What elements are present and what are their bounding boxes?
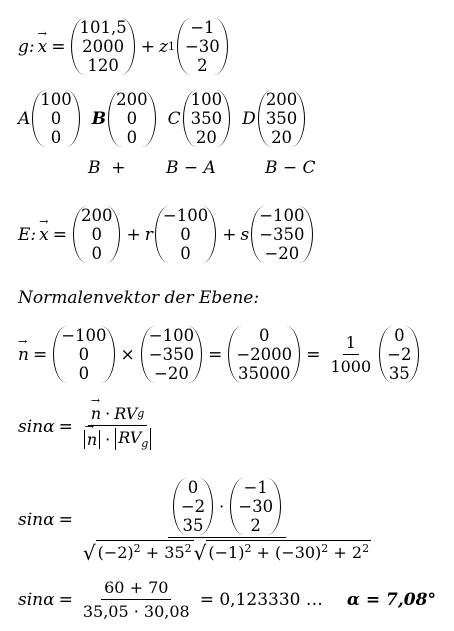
point-d-label: D	[242, 108, 256, 129]
vector-entry: 200	[116, 90, 148, 109]
sin-alpha-label: sinα	[18, 589, 55, 610]
sin-values-fraction	[80, 478, 374, 565]
support-vector-g	[71, 18, 134, 75]
vector-entry: 0	[78, 345, 90, 364]
fraction-numerator	[168, 478, 286, 538]
sin-alpha-label: sinα	[18, 417, 55, 437]
term: + (−30)	[256, 543, 322, 562]
parameter-r: r	[144, 224, 153, 245]
sin-value: = 0,123330 …	[199, 589, 323, 610]
vector-entry: 20	[195, 128, 217, 147]
sin-formula	[18, 404, 158, 450]
cross-vector-2	[141, 326, 202, 383]
vector-entry: −350	[259, 225, 305, 244]
fraction-denominator	[80, 538, 374, 565]
plane-e-label: E:	[18, 224, 37, 245]
term: (−2)	[97, 543, 134, 562]
sqrt-symbol: √	[193, 541, 207, 565]
points-row	[18, 90, 307, 147]
cross-result-vector	[228, 326, 300, 383]
abs-rv	[115, 428, 151, 450]
vector-entry: 350	[190, 109, 223, 128]
sin-result	[18, 578, 436, 621]
vector-n-symbol: → n	[18, 345, 29, 365]
vector-entry: −350	[148, 345, 195, 364]
vector-x-symbol: → x	[39, 225, 49, 245]
equals-sign: =	[58, 589, 73, 610]
normal-vector-heading: Normalenvektor der Ebene:	[18, 288, 260, 308]
point-a-vector	[32, 90, 80, 147]
exponent: 2	[321, 542, 329, 555]
sin-values	[18, 478, 377, 565]
point-c-vector	[183, 90, 231, 147]
combo-b-minus-c: B − C	[265, 158, 316, 178]
vector-entry: 0	[78, 364, 90, 383]
parameter-subscript: 1	[167, 40, 175, 53]
cross-product-sign: ×	[120, 344, 135, 365]
line-g-label: g:	[18, 36, 35, 57]
vector-entry: 0	[187, 478, 199, 497]
vector-entry: −2	[387, 345, 412, 364]
vector-entry: 200	[265, 90, 298, 109]
point-d-vector	[258, 90, 306, 147]
point-c-label: C	[167, 108, 181, 129]
term: + 2	[333, 543, 363, 562]
vector-entry: 35000	[238, 364, 291, 383]
rv-subscript: g	[137, 407, 145, 420]
sqrt-normal	[82, 540, 194, 565]
vector-entry: −30	[238, 497, 274, 516]
abs-n: → n	[84, 430, 100, 449]
sin-formula-fraction	[80, 404, 155, 450]
vector-entry: −2000	[236, 345, 293, 364]
point-b-vector	[108, 90, 156, 147]
vector-entry: 2	[197, 56, 208, 75]
combo-b-minus-a: B − A	[166, 158, 216, 178]
direction-vector-g	[230, 478, 281, 535]
equals-sign: =	[32, 344, 48, 365]
vector-entry: 0	[91, 225, 102, 244]
vector-entry: 0	[180, 244, 191, 263]
combo-b-plus: B +	[88, 158, 126, 178]
exponent: 2	[244, 542, 252, 555]
vector-entry: −100	[162, 206, 209, 225]
vector-entry: −2	[180, 497, 206, 516]
fraction-numerator: 60 + 70	[101, 578, 171, 600]
vector-entry: 2	[250, 516, 261, 535]
fraction-denominator	[80, 426, 155, 450]
direction-vector-e2	[251, 206, 312, 263]
sin-result-fraction	[80, 578, 193, 621]
vector-entry: −20	[154, 364, 189, 383]
sin-alpha-label: sinα	[18, 510, 55, 530]
term: + 35	[145, 543, 185, 562]
vector-entry: 0	[259, 326, 270, 345]
fraction-numerator	[88, 404, 147, 426]
plus-sign: +	[126, 224, 141, 245]
vector-entry: −30	[184, 37, 220, 56]
vector-entry: 0	[50, 109, 62, 128]
vector-x-symbol: → x	[38, 37, 48, 57]
vector-entry: 0	[126, 128, 138, 147]
exponent: 2	[184, 542, 192, 555]
dot-sign: ·	[219, 497, 225, 516]
vector-entry: 0	[126, 109, 138, 128]
sqrt-radicand	[96, 540, 194, 562]
term: (−1)	[208, 543, 245, 562]
parameter-s: s	[240, 224, 250, 245]
parameter-z: z	[158, 36, 168, 57]
vector-entry: 0	[50, 128, 62, 147]
scale-fraction	[327, 333, 374, 376]
vector-entry: 0	[394, 326, 405, 345]
rv-symbol: RV	[118, 428, 142, 447]
equals-sign: =	[52, 224, 67, 245]
vector-entry: 101,5	[79, 18, 127, 37]
equals-sign: =	[58, 417, 73, 437]
point-b-label: B	[91, 108, 107, 129]
vector-entry: 200	[80, 206, 113, 225]
exponent: 2	[362, 542, 370, 555]
alpha-result: α = 7,08°	[346, 589, 436, 610]
vector-entry: 20	[271, 128, 293, 147]
plus-sign: +	[140, 36, 155, 57]
vector-entry: 0	[180, 225, 191, 244]
equals-sign: =	[208, 344, 223, 365]
vector-n-symbol: → n	[91, 404, 101, 423]
sqrt-symbol: √	[82, 541, 96, 565]
exponent: 2	[133, 542, 141, 555]
vector-entry: 35	[388, 364, 410, 383]
direction-vector-e1	[155, 206, 216, 263]
vector-entry: 2000	[82, 37, 125, 56]
sqrt-direction	[193, 540, 371, 565]
vector-entry: −1	[243, 478, 268, 497]
direction-vector-g	[177, 18, 228, 75]
fraction-denominator: 1000	[330, 357, 372, 376]
point-a-label: A	[18, 108, 31, 129]
line-g-equation	[18, 18, 230, 75]
scaled-normal-vector	[173, 478, 213, 535]
sqrt-radicand	[206, 540, 371, 562]
plane-e-equation	[18, 206, 315, 263]
fraction-denominator: 35,05 · 30,08	[82, 602, 190, 621]
vector-entry: −1	[190, 18, 215, 37]
plus-sign: +	[222, 224, 237, 245]
equals-sign: =	[58, 510, 73, 530]
vector-entry: 35	[182, 516, 204, 535]
dot-sign: ·	[105, 404, 111, 423]
vector-entry: 100	[40, 90, 72, 109]
vector-entry: 350	[265, 109, 298, 128]
rv-symbol: RV	[114, 404, 138, 423]
fraction-numerator: 1	[343, 333, 359, 355]
equals-sign: =	[306, 344, 321, 365]
vector-entry: 120	[87, 56, 119, 75]
scaled-normal-vector	[379, 326, 419, 383]
vector-entry: −100	[259, 206, 305, 225]
vector-entry: −100	[61, 326, 107, 345]
equals-sign: =	[51, 36, 66, 57]
rv-subscript: g	[141, 437, 149, 450]
vector-entry: 0	[91, 244, 102, 263]
dot-sign: ·	[105, 429, 111, 449]
support-vector-e	[73, 206, 121, 263]
normal-vector-equation	[18, 326, 421, 383]
vector-entry: −20	[264, 244, 300, 263]
cross-vector-1	[53, 326, 114, 383]
vector-entry: −100	[148, 326, 195, 345]
vector-entry: 100	[190, 90, 223, 109]
